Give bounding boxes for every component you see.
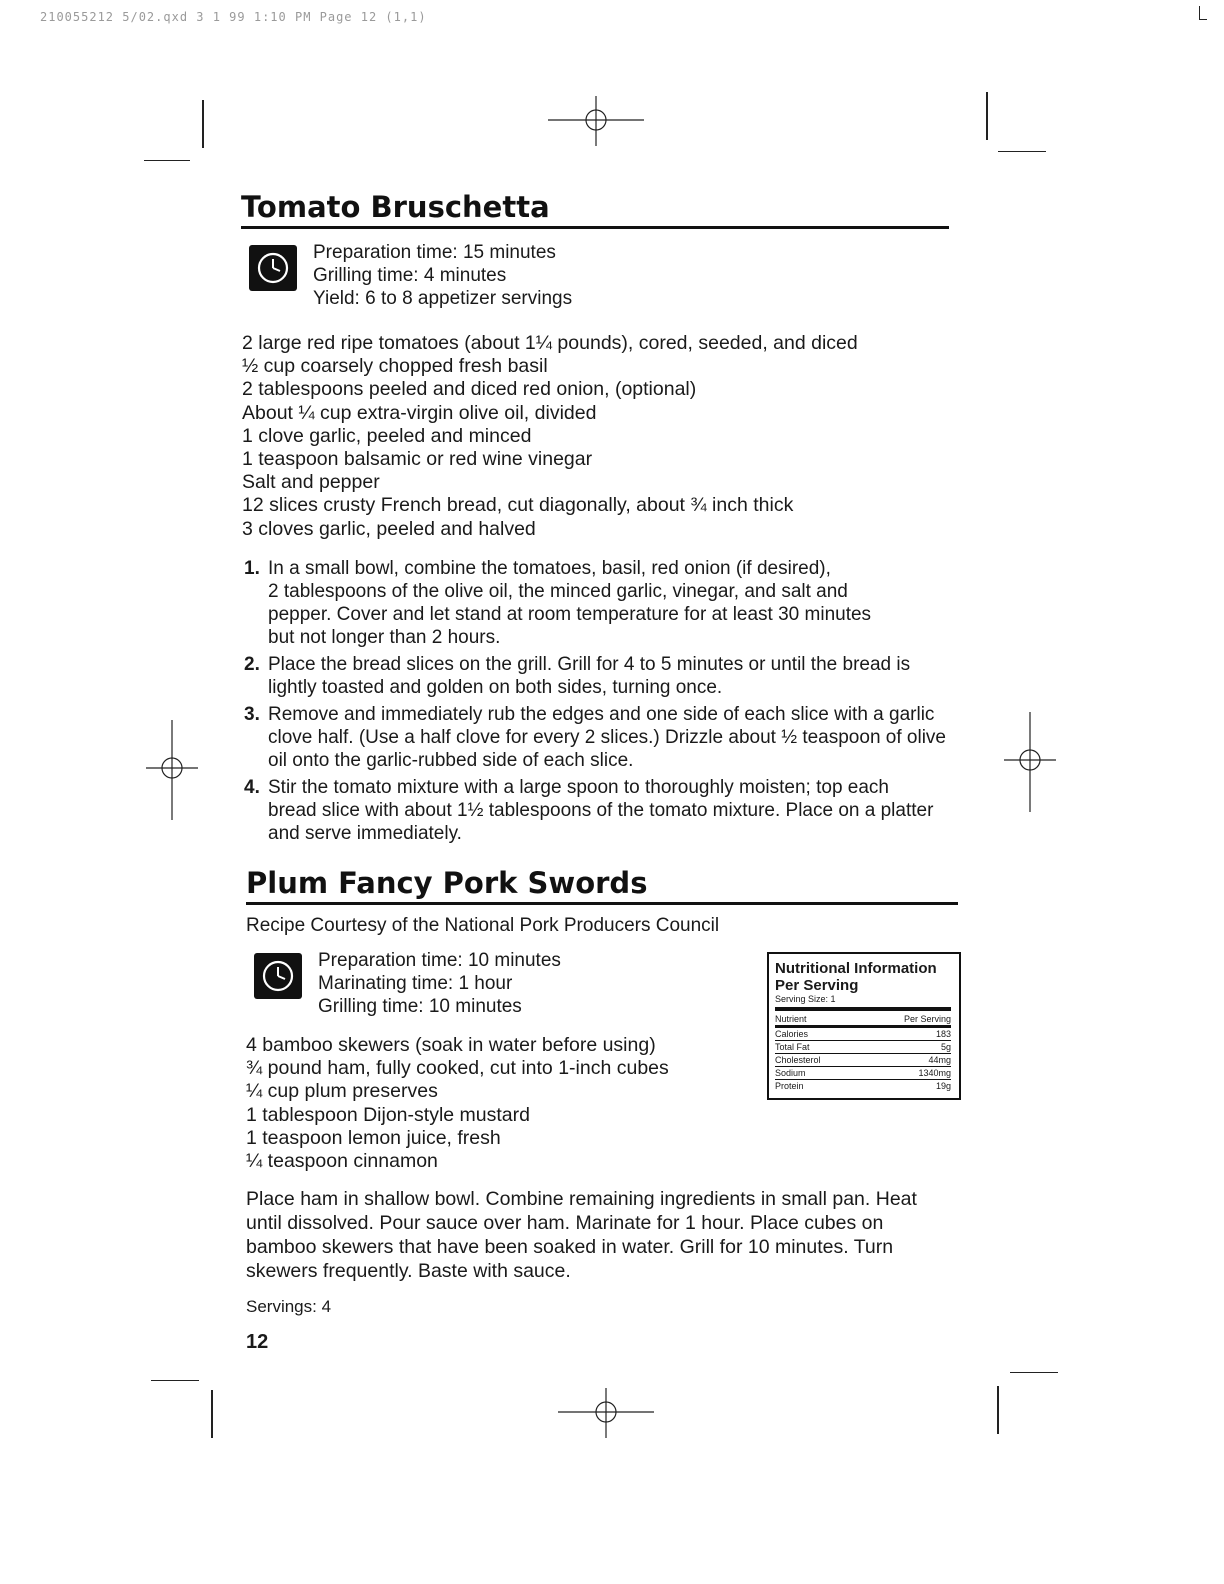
ingredient: 12 slices crusty French bread, cut diagonally, about ¾ inch thick xyxy=(242,494,794,517)
direction-line: until dissolved. Pour sauce over ham. Marinate for 1 hour. Place cubes on xyxy=(246,1212,884,1235)
crop-mark xyxy=(144,160,190,161)
step xyxy=(244,776,949,845)
ingredient: ½ cup coarsely chopped fresh basil xyxy=(242,355,548,378)
crop-mark xyxy=(211,1390,213,1438)
ingredient: 1 tablespoon Dijon-style mustard xyxy=(246,1103,530,1126)
step-line: 2 tablespoons of the olive oil, the minced garlic, vinegar, and salt and xyxy=(268,580,848,602)
nutrient-value: 5g xyxy=(940,1042,951,1052)
step-line: oil onto the garlic-rubbed side of each slice. xyxy=(268,749,634,771)
nutrient-name: Calories xyxy=(775,1029,809,1039)
step-number: 1. xyxy=(244,557,260,579)
recipe-plum-fancy-pork-swords xyxy=(246,866,958,1354)
title-rule xyxy=(241,226,949,229)
recipe-title: Plum Fancy Pork Swords xyxy=(246,866,648,900)
crop-mark xyxy=(1199,19,1207,20)
yield: Yield: 6 to 8 appetizer servings xyxy=(313,288,573,309)
crop-mark xyxy=(151,1380,199,1381)
step-line: but not longer than 2 hours. xyxy=(268,626,501,648)
nutrient-column-header: Nutrient xyxy=(775,1014,807,1024)
nutrient-name: Total Fat xyxy=(775,1042,810,1052)
step-line: pepper. Cover and let stand at room temperature for at least 30 minutes xyxy=(268,603,872,625)
ingredient: 2 tablespoons peeled and diced red onion, (optional) xyxy=(242,378,697,401)
direction-line: skewers frequently. Baste with sauce. xyxy=(246,1260,571,1283)
step xyxy=(244,703,949,772)
ingredient: About ¼ cup extra-virgin olive oil, divided xyxy=(242,401,597,424)
nutrition-subtitle: Per Serving xyxy=(775,977,859,994)
direction-line: bamboo skewers that have been soaked in water. Grill for 10 minutes. Turn xyxy=(246,1236,894,1259)
time-lines xyxy=(318,949,561,1018)
ingredient: 1 teaspoon balsamic or red wine vinegar xyxy=(242,448,593,471)
recipe-courtesy: Recipe Courtesy of the National Pork Producers Council xyxy=(246,915,720,936)
ingredient: 1 teaspoon lemon juice, fresh xyxy=(246,1126,501,1149)
grill-time: Grilling time: 10 minutes xyxy=(318,996,522,1017)
nutrient-name: Protein xyxy=(775,1081,804,1091)
step xyxy=(244,557,949,649)
nutrition-row xyxy=(775,1080,951,1092)
crop-mark xyxy=(997,1386,999,1434)
nutrition-row xyxy=(775,1054,951,1067)
step-line: Remove and immediately rub the edges and one side of each slice with a garlic xyxy=(268,703,935,725)
ingredient-list xyxy=(242,332,949,541)
registration-mark-icon xyxy=(548,96,644,146)
ingredient: 3 cloves garlic, peeled and halved xyxy=(242,517,536,540)
prep-time: Preparation time: 15 minutes xyxy=(313,242,556,263)
nutrient-value: 19g xyxy=(935,1081,951,1091)
step-line: clove half. (Use a half clove for every 2 slices.) Drizzle about ½ teaspoon of olive xyxy=(268,726,946,748)
nutrition-divider xyxy=(775,1007,951,1011)
prep-time: Preparation time: 10 minutes xyxy=(318,950,561,971)
step-number: 4. xyxy=(244,776,260,798)
nutrient-value: 183 xyxy=(935,1029,951,1039)
step-line: and serve immediately. xyxy=(268,822,462,844)
servings: Servings: 4 xyxy=(246,1297,332,1317)
crop-mark xyxy=(202,100,204,148)
title-rule xyxy=(246,902,958,905)
ingredient: ¼ cup plum preserves xyxy=(246,1080,438,1103)
per-serving-column-header: Per Serving xyxy=(903,1014,951,1024)
clock-icon xyxy=(249,245,297,291)
nutrition-title: Nutritional Information xyxy=(775,960,937,977)
step-line: Stir the tomato mixture with a large spoon to thoroughly moisten; top each xyxy=(268,776,889,798)
serving-size: Serving Size: 1 xyxy=(775,994,836,1004)
nutrition-row xyxy=(775,1067,951,1080)
crop-mark xyxy=(1010,1372,1058,1373)
nutrient-name: Sodium xyxy=(775,1068,806,1078)
ingredient: 1 clove garlic, peeled and minced xyxy=(242,424,532,447)
registration-mark-icon xyxy=(558,1388,654,1438)
ingredient: ¾ pound ham, fully cooked, cut into 1-inch cubes xyxy=(246,1057,669,1080)
step-number: 3. xyxy=(244,703,260,725)
nutrition-row xyxy=(775,1028,951,1041)
nutrition-row xyxy=(775,1041,951,1054)
crop-mark xyxy=(986,92,988,140)
step-line: Place the bread slices on the grill. Grill for 4 to 5 minutes or until the bread is xyxy=(268,653,911,675)
page-number: 12 xyxy=(246,1331,269,1354)
nutrient-name: Cholesterol xyxy=(775,1055,821,1065)
recipe-time-info xyxy=(249,241,949,310)
nutrition-header-row xyxy=(775,1013,951,1028)
crop-mark xyxy=(998,151,1046,152)
nutrient-value: 44mg xyxy=(928,1055,951,1065)
clock-icon xyxy=(254,953,302,999)
step xyxy=(244,653,949,699)
ingredient: 2 large red ripe tomatoes (about 1¼ pounds), cored, seeded, and diced xyxy=(242,332,858,354)
nutrition-panel xyxy=(767,952,961,1100)
ingredient: ¼ teaspoon cinnamon xyxy=(246,1150,438,1173)
recipe-tomato-bruschetta xyxy=(241,190,949,849)
grill-time: Grilling time: 4 minutes xyxy=(313,265,507,286)
directions xyxy=(246,1187,958,1283)
direction-line: Place ham in shallow bowl. Combine remaining ingredients in small pan. Heat xyxy=(246,1188,917,1211)
recipe-title: Tomato Bruschetta xyxy=(241,190,550,224)
marinate-time: Marinating time: 1 hour xyxy=(318,973,513,994)
step-line: In a small bowl, combine the tomatoes, basil, red onion (if desired), xyxy=(268,557,831,579)
step-line: bread slice with about 1½ tablespoons of the tomato mixture. Place on a platter xyxy=(268,799,934,821)
step-line: lightly toasted and golden on both sides, turning once. xyxy=(268,676,723,698)
ingredient: Salt and pepper xyxy=(242,471,380,494)
ingredient: 4 bamboo skewers (soak in water before using) xyxy=(246,1034,656,1056)
registration-mark-icon xyxy=(146,720,198,820)
instruction-steps xyxy=(244,557,949,845)
crop-mark xyxy=(1199,6,1200,20)
registration-mark-icon xyxy=(1004,712,1056,812)
time-lines xyxy=(313,241,572,310)
nutrient-value: 1340mg xyxy=(918,1068,951,1078)
step-number: 2. xyxy=(244,653,260,675)
print-slug: 210055212 5/02.qxd 3 1 99 1:10 PM Page 12 (1,1) xyxy=(40,10,427,24)
